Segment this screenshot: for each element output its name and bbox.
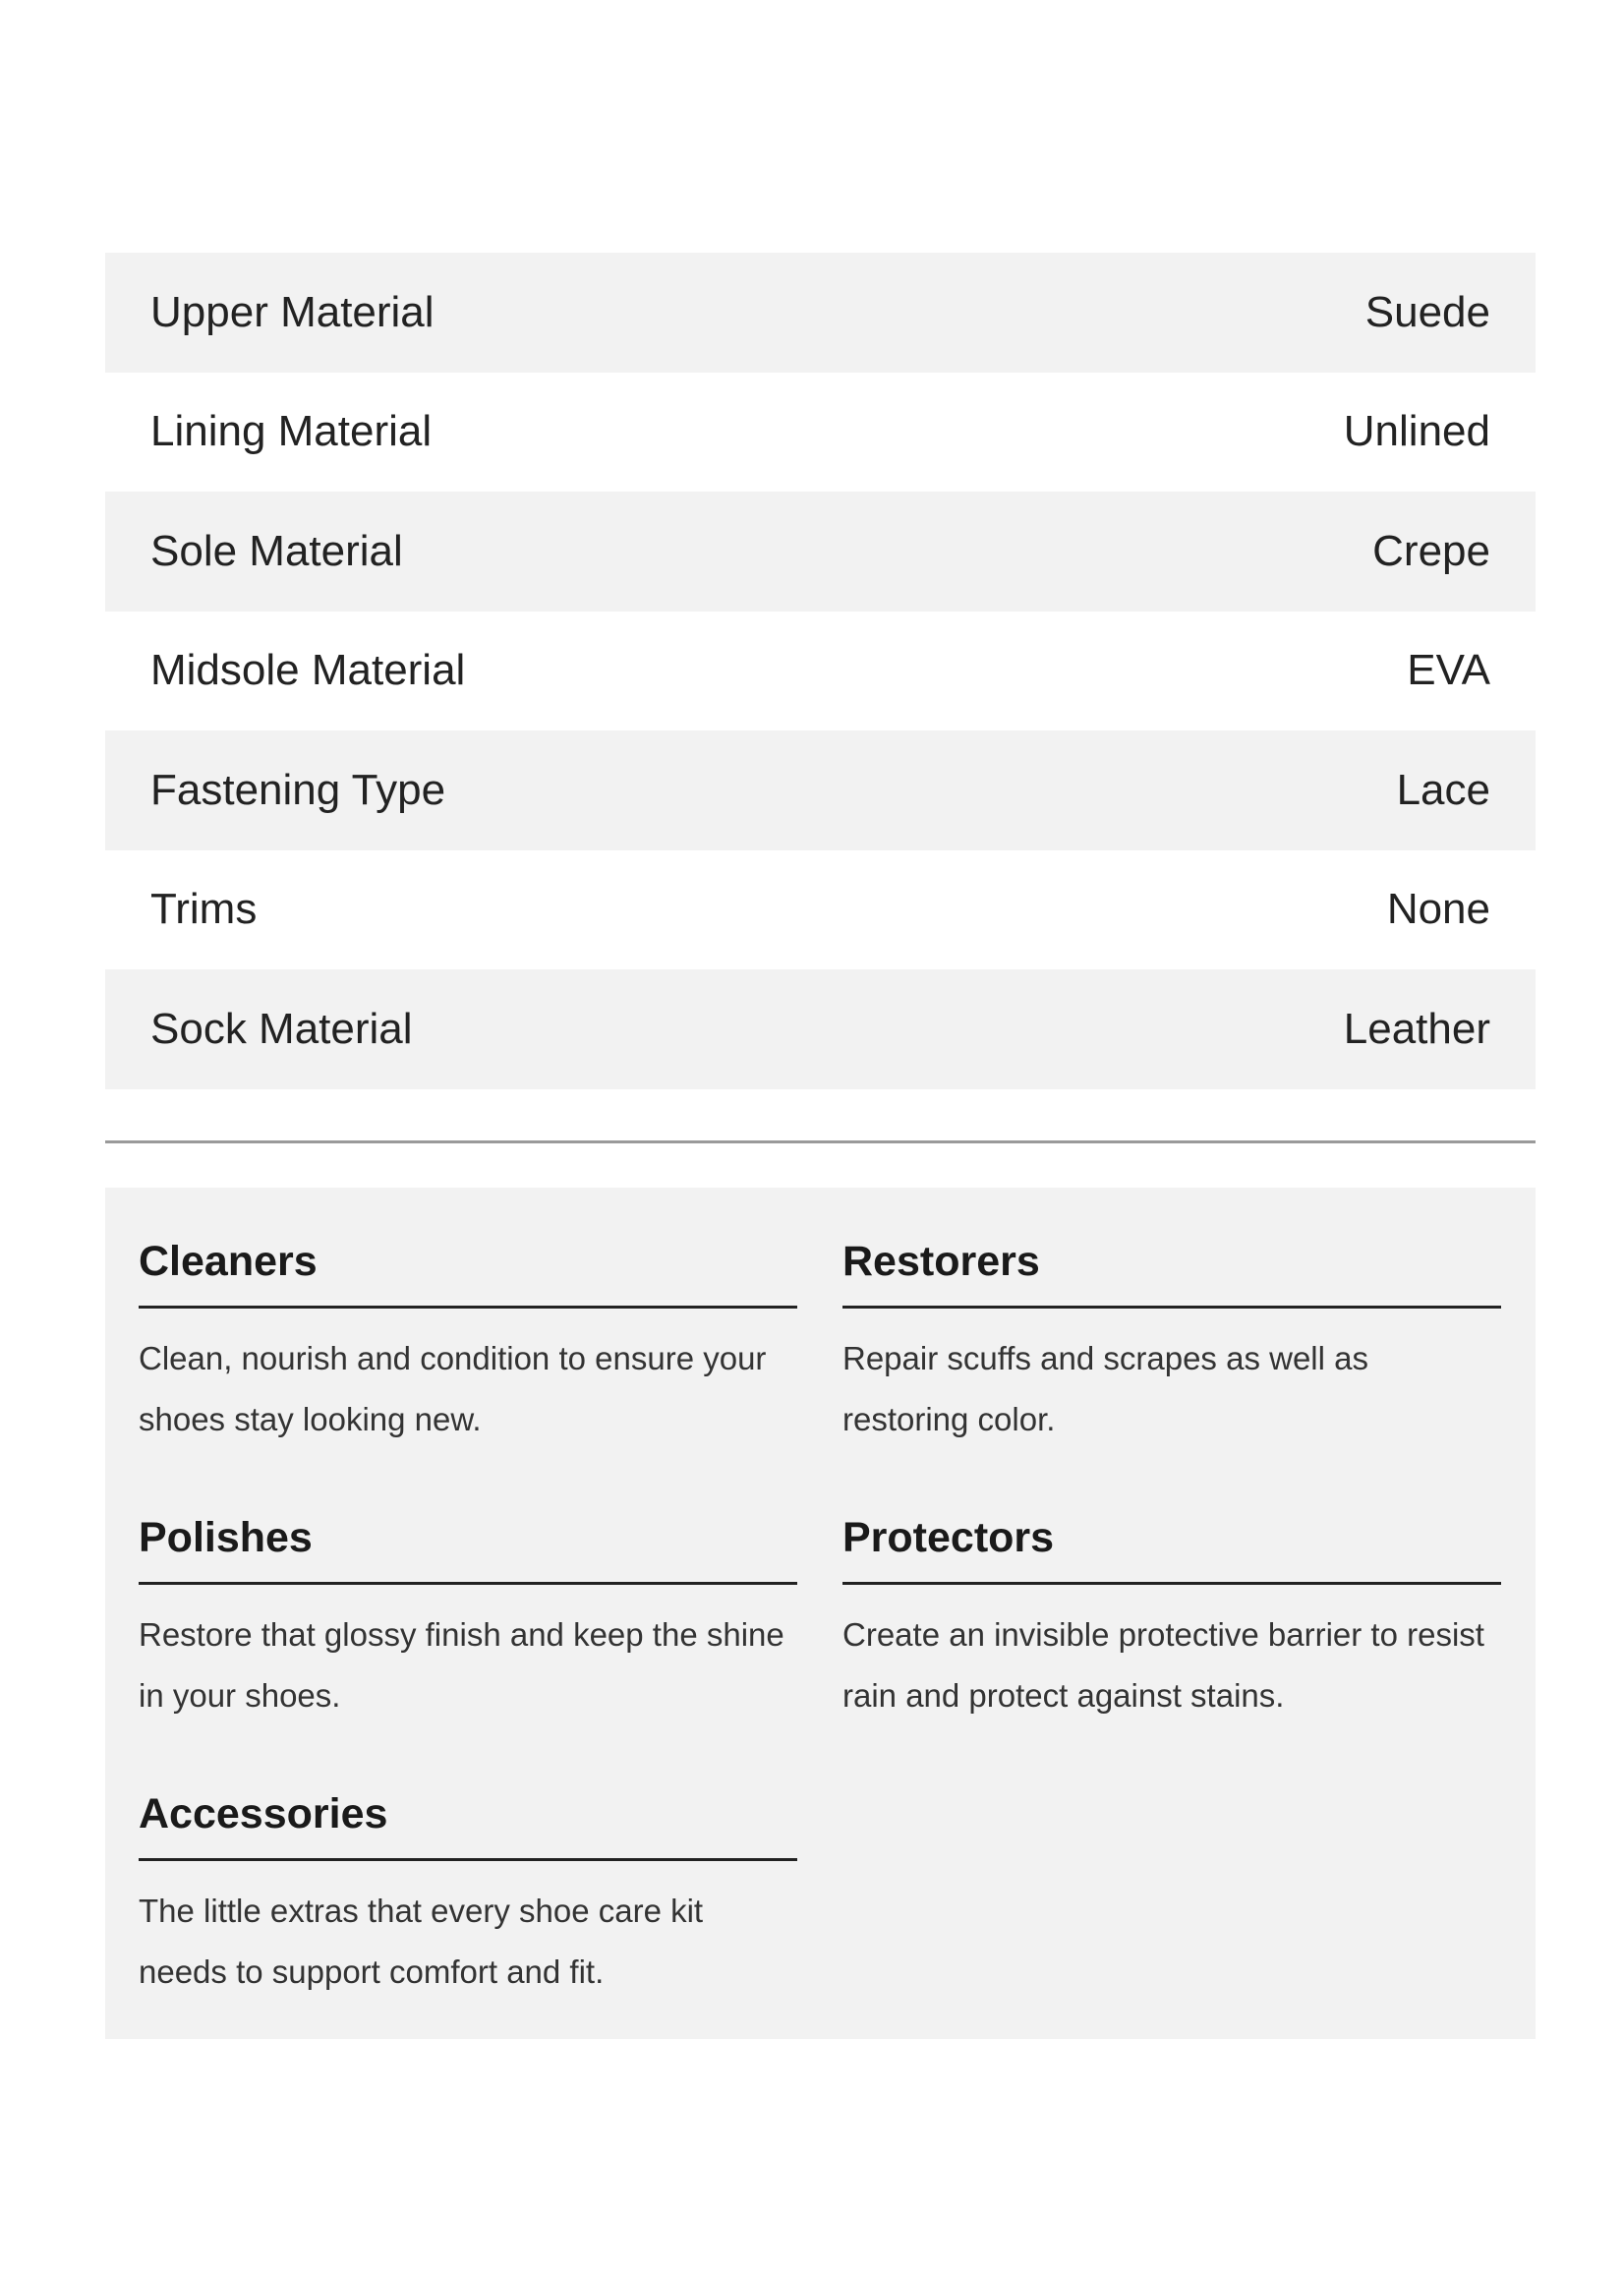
shoe-care-panel	[105, 1188, 1536, 2039]
care-description: Clean, nourish and condition to ensure your shoes stay looking new.	[139, 1340, 767, 1437]
care-title[interactable]: Cleaners	[139, 1231, 797, 1309]
care-title[interactable]: Accessories	[139, 1783, 797, 1861]
section-divider	[105, 1140, 1536, 1143]
spec-label: Sole Material	[150, 526, 403, 575]
care-item-polishes[interactable]	[139, 1507, 797, 1738]
spec-row-lining-material	[105, 373, 1536, 493]
care-item-cleaners[interactable]	[139, 1231, 797, 1462]
care-item-protectors[interactable]	[842, 1507, 1501, 1738]
care-title[interactable]: Restorers	[842, 1231, 1501, 1309]
spec-row-upper-material	[105, 253, 1536, 373]
care-item-restorers[interactable]	[842, 1231, 1501, 1462]
care-description: The little extras that every shoe care kit needs to support comfort and fit.	[139, 1893, 704, 1990]
care-title[interactable]: Polishes	[139, 1507, 797, 1585]
spec-value: Leather	[1343, 1004, 1490, 1053]
care-title[interactable]: Protectors	[842, 1507, 1501, 1585]
care-description: Create an invisible protective barrier to resist rain and protect against stains.	[842, 1616, 1484, 1714]
spec-value: Suede	[1364, 287, 1490, 336]
spec-label: Upper Material	[150, 287, 435, 336]
spec-label: Fastening Type	[150, 765, 446, 814]
spec-value: None	[1386, 885, 1490, 934]
spec-label: Midsole Material	[150, 646, 466, 695]
spec-value: Unlined	[1343, 407, 1490, 456]
spec-value: Crepe	[1372, 526, 1490, 575]
spec-label: Sock Material	[150, 1004, 413, 1053]
spec-row-sock-material	[105, 969, 1536, 1089]
spec-label: Lining Material	[150, 407, 433, 456]
care-description: Restore that glossy finish and keep the shine in your shoes.	[139, 1616, 784, 1714]
care-description: Repair scuffs and scrapes as well as restoring color.	[842, 1340, 1368, 1437]
spec-row-trims	[105, 850, 1536, 970]
care-item-accessories[interactable]	[139, 1783, 797, 2014]
spec-value: EVA	[1407, 646, 1490, 695]
spec-row-sole-material	[105, 492, 1536, 612]
specifications-table	[105, 253, 1536, 1089]
shoe-care-grid	[139, 1231, 1502, 2014]
spec-label: Trims	[150, 885, 258, 934]
spec-row-midsole-material	[105, 612, 1536, 731]
spec-value: Lace	[1396, 765, 1490, 814]
spec-row-fastening-type	[105, 730, 1536, 850]
